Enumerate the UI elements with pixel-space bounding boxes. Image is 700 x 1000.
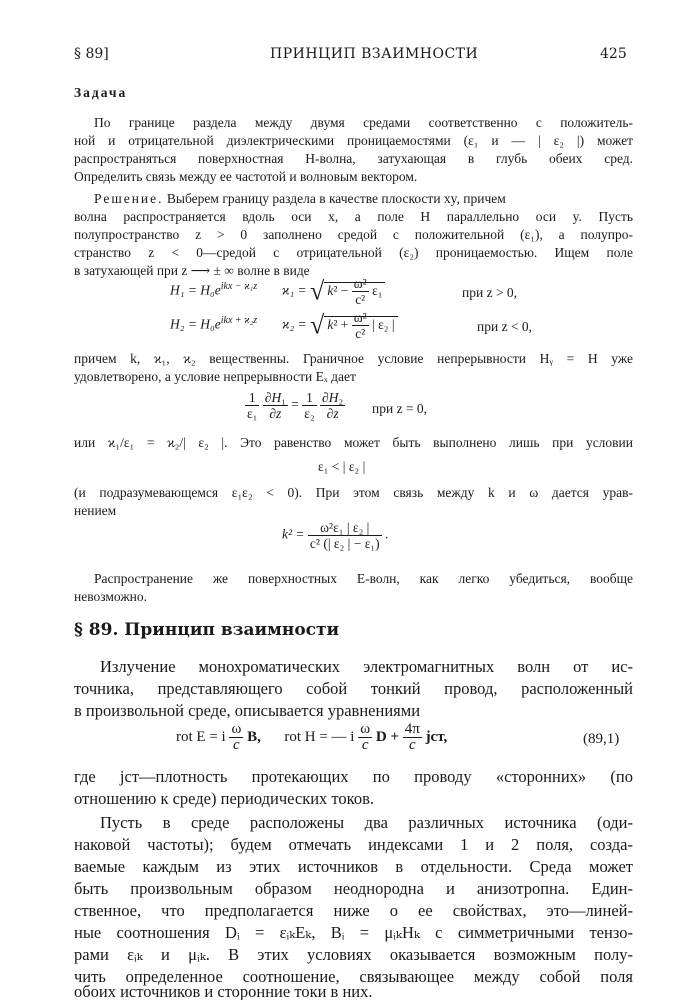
solution-line-2: волна распространяется вдоль оси x, а поле H параллельно оси y. Пусть [74, 209, 633, 224]
solution-line-5: в затухающей при z ⟶ ± ∞ волне в виде [74, 263, 310, 278]
equation-h1 [170, 276, 385, 307]
solution-line-3: полупространство z > 0 заполнено средой с положительной (ε₁), а полупро- [74, 227, 633, 242]
para-line-6: ные соотношения Dᵢ = εᵢₖEₖ, Bᵢ = μᵢₖHₖ с симметричными тензо- [74, 923, 633, 942]
inequality: ε₁ < | ε₂ | [318, 459, 366, 474]
running-title: ПРИНЦИП ВЗАИМНОСТИ [270, 46, 479, 62]
boundary-condition: $\frac{1}{\text{ε₁}}$ $\frac{\text{∂H₁}}{\partial z}$ = $\frac{1}{\text{ε₂}}$ $\frac{\text{∂H₂}}{\partial z}$ [247, 390, 344, 421]
implied-line-1: (и подразумевающемся ε₁ε₂ < 0). При этом связь между k и ω дается урав- [74, 485, 633, 500]
closing-line-1: Распространение же поверхностных E-волн, как легко убедиться, вообще [94, 571, 633, 586]
equation-h2 [170, 310, 398, 341]
final-denominator: c² (| ε₂ | − ε₁) [309, 536, 380, 551]
sqrt-sign-2: √ [310, 310, 325, 340]
sqrt-radicand-2: k² + $\frac{\text{ω²}}{\text{c²}}$ | ε₂ | [324, 316, 397, 332]
eq1-left: H₁ = H₀e [170, 282, 221, 298]
statement-line-2: ной и отрицательной диэлектрическими проницаемостями (ε₁ и — | ε₂ |) может [74, 133, 633, 148]
page-number: 425 [600, 46, 627, 62]
eq-j: jст, [425, 728, 448, 745]
para-line-5: ственное, что предполагается ниже о ее свойствах, это—линей- [74, 901, 633, 920]
final-numerator: ω²ε₁ | ε₂ | [308, 520, 382, 536]
solution-line-1 [94, 190, 633, 208]
problem-heading: Задача [74, 85, 128, 100]
equation-89-1: rot E = i $\frac{\omega}{c}$ B, rot H = — i $\frac{\omega}{c}$ D + $\frac{4\pi}{c}$ jст, [176, 721, 448, 753]
eq2-condition: при z < 0, [477, 319, 533, 334]
intro-line-3: в произвольной среде, описывается уравнениями [74, 701, 421, 720]
para-line-1: Пусть в среде расположены два различных источника (оди- [100, 813, 633, 832]
after-line-1: причем k, ϰ₁, ϰ₂ вещественны. Граничное условие непрерывности Hᵧ = H уже [74, 351, 633, 366]
statement-line-3: распространяться поверхностная H-волна, затухающая в глубь обеих сред. [74, 151, 633, 166]
solution-line-4: странство z < 0—средой с отрицательной (ε₂) проницаемостью. Ищем поле [74, 245, 633, 260]
where-line-1: где jст—плотность протекающих по проводу «сторонних» (по [74, 767, 633, 786]
sqrt-sign-1: √ [310, 276, 325, 306]
eq1-kappa: ϰ₁ = [281, 282, 307, 298]
para-line-7: рами εᵢₖ и μᵢₖ. В этих условиях оказывается возможным полу- [74, 945, 633, 964]
para-line-8: чить определенное соотношение, связывающее между собой поля [74, 967, 633, 986]
para-line-4: быть произвольным образом неоднородна и анизотропна. Един- [74, 879, 633, 898]
eq1-exponent: ikx − ϰ₁z [220, 281, 258, 293]
eq2-exponent: ikx + ϰ₂z [220, 315, 258, 327]
or-line: или ϰ₁/ε₁ = ϰ₂/| ε₂ |. Это равенство может быть выполнено лишь при условии [74, 435, 633, 450]
eq-B: B, [247, 728, 261, 745]
after-line-2: удовлетворено, а условие непрерывности Eₓ дает [74, 369, 356, 384]
header-section-mark: § 89] [74, 46, 109, 62]
solution-label: Решение. [94, 191, 164, 206]
statement-line-1: По границе раздела между двумя средами соответственно с положитель- [94, 115, 633, 130]
eq-rotE: rot E = i [176, 728, 226, 745]
implied-line-2: нением [74, 503, 117, 518]
equation-number: (89,1) [583, 731, 620, 747]
where-line-2: отношению к среде) периодических токов. [74, 789, 375, 808]
eq2-kappa: ϰ₂ = [281, 316, 307, 332]
eq1-condition: при z > 0, [462, 285, 518, 300]
eq-D: D + [375, 728, 399, 745]
para-line-9: обоих источников и сторонние токи в них. [74, 982, 373, 1000]
statement-line-4: Определить связь между ее частотой и волновым вектором. [74, 169, 418, 184]
sqrt-radicand-1: k² − $\frac{\text{ω²}}{\text{c²}}$ ε₁ [324, 282, 385, 298]
para-line-2: наковой частоты); будем отмечать индексами 1 и 2 поля, созда- [74, 835, 633, 854]
intro-line-2: точника, представляющего собой тонкий провод, расположенный [74, 679, 633, 698]
section-title: § 89. Принцип взаимности [74, 620, 340, 640]
para-line-3: ваемые каждым из этих источников в отдельности. Среда может [74, 857, 633, 876]
final-k2: k² = [282, 526, 305, 542]
eq2-left: H₂ = H₀e [170, 316, 221, 332]
bc-condition: при z = 0, [372, 401, 428, 416]
intro-line-1: Излучение монохроматических электромагнитных волн от ис- [100, 657, 633, 676]
solution-text-1: Выберем границу раздела в качестве плоскости xy, причем [166, 191, 506, 206]
dispersion-relation: k² = $\frac{\text{ω²ε₁ | ε₂ |}}{\text{c² (| ε₂ | − ε₁)}}$ . [282, 520, 389, 551]
eq-rotH: rot H = — i [284, 728, 355, 745]
closing-line-2: невозможно. [74, 589, 148, 604]
